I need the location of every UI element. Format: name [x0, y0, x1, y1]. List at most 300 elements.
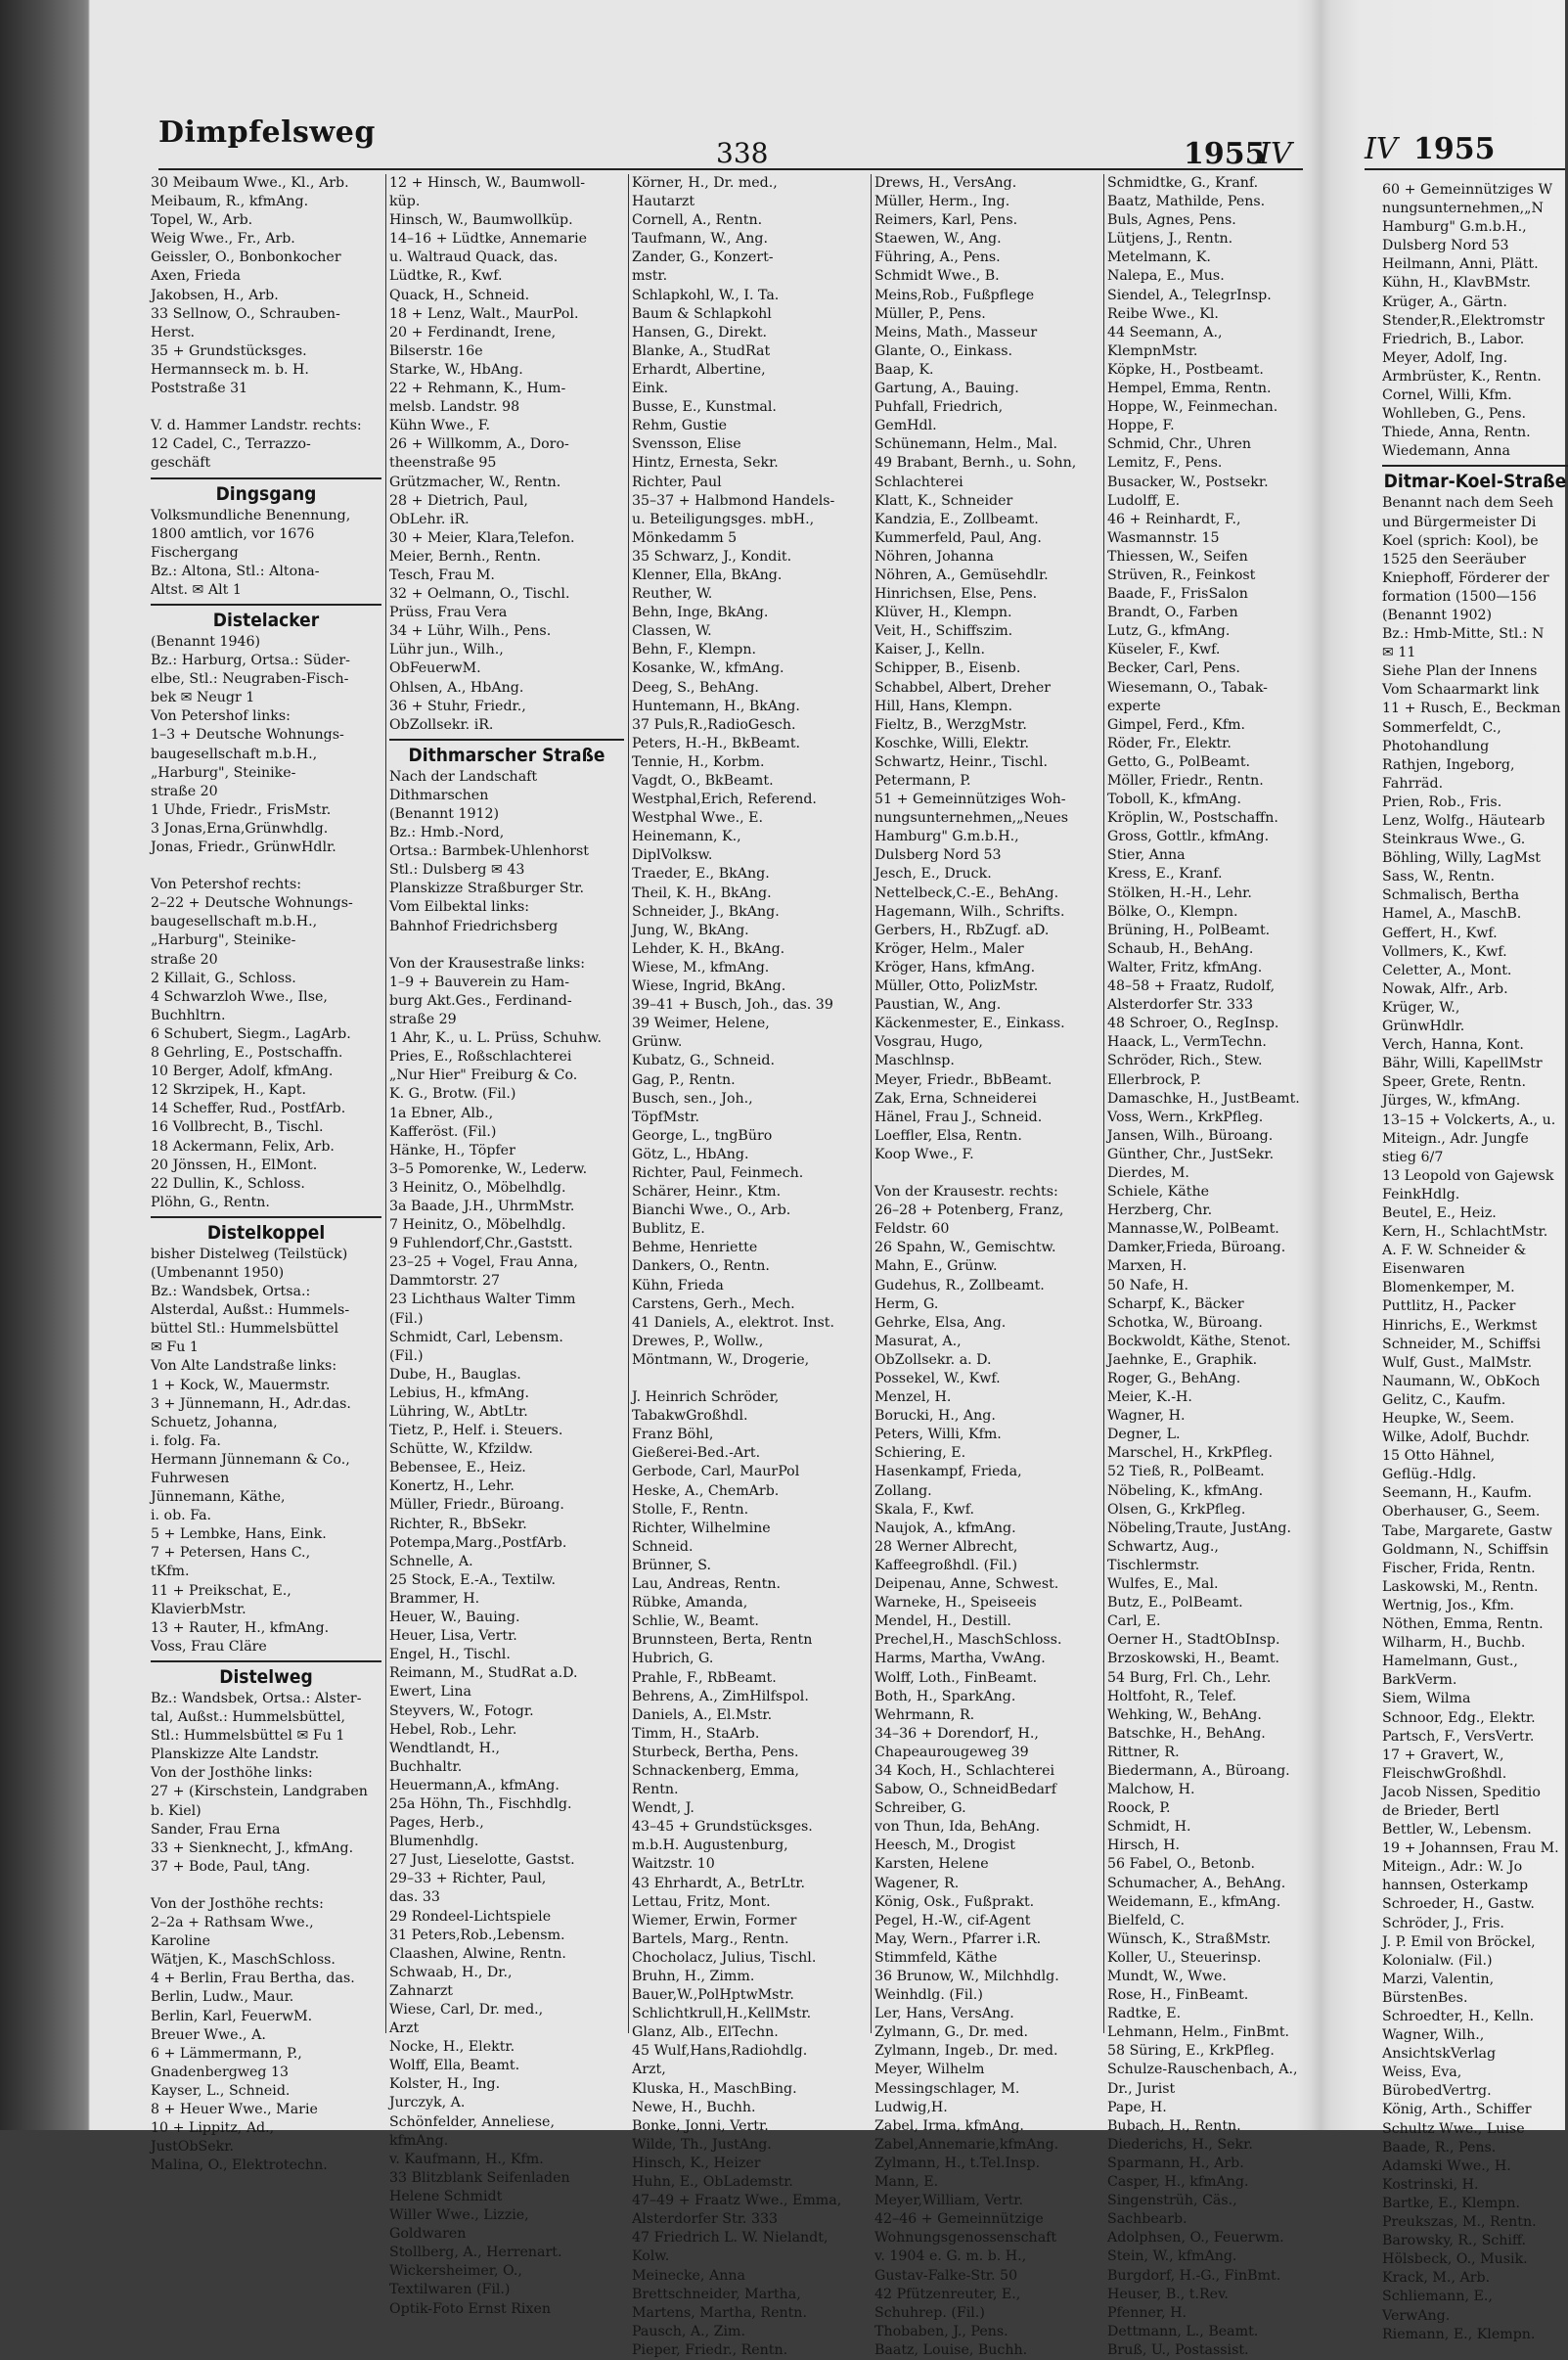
directory-entry: Zylmann, G., Dr. med. [874, 2024, 1029, 2041]
directory-entry: Speer, Grete, Rentn. [1382, 1074, 1527, 1091]
directory-entry: 30 Meibaum Wwe., Kl., Arb. [151, 175, 349, 191]
directory-entry: Cornel, Willi, Kfm. [1382, 387, 1512, 404]
directory-entry: 14 Scheffer, Rud., PostfArb. [151, 1101, 346, 1117]
directory-entry: Bz.: Altona, Stl.: Altona- [151, 563, 320, 579]
directory-entry: Gerbers, H., RbZugf. aD. [874, 922, 1050, 938]
directory-entry: Jansen, Wilh., Büroang. [1107, 1127, 1274, 1144]
directory-entry: Holtfoht, R., Telef. [1107, 1688, 1236, 1704]
directory-entry: 23–25 + Vogel, Frau Anna, [389, 1254, 578, 1271]
directory-entry: Batschke, H., BehAng. [1107, 1725, 1266, 1742]
directory-entry: Wilharm, H., Buchb. [1382, 1635, 1526, 1652]
directory-entry: ObLehr. iR. [389, 511, 470, 527]
directory-entry: Gehrke, Elsa, Ang. [874, 1314, 1007, 1331]
directory-entry: Nowak, Alfr., Arb. [1382, 980, 1508, 997]
directory-entry: Petermann, P. [874, 773, 971, 789]
directory-entry: Lütjens, J., Rentn. [1107, 231, 1233, 248]
directory-entry: Adamski Wwe., H. [1382, 2157, 1511, 2174]
directory-entry: Steyvers, W., Fotogr. [389, 1702, 534, 1719]
directory-entry: Damaschke, H., JustBeamt. [1107, 1090, 1300, 1107]
right-directory-column [1382, 181, 1568, 2344]
directory-entry: Herst. [151, 324, 196, 340]
directory-entry: Wagener, R. [874, 1875, 960, 1891]
directory-entry: Wiese, Carl, Dr. med., [389, 2002, 544, 2018]
directory-entry: Vom Eilbektal links: [389, 899, 530, 916]
directory-entry: Richter, Paul [632, 474, 722, 490]
directory-entry: Wolff, Loth., FinBeamt. [874, 1669, 1038, 1686]
directory-entry: Schlachterei [874, 474, 963, 490]
directory-entry: mstr. [632, 268, 668, 285]
directory-entry: Hamel, A., MaschB. [1382, 906, 1522, 923]
directory-entry: 13 Leopold von Gajewsk [1382, 1167, 1554, 1184]
directory-entry: Heupke, W., Seem. [1382, 1411, 1515, 1427]
directory-entry: Hinrichs, E., Werkmst [1382, 1317, 1538, 1334]
directory-entry: Bebensee, E., Heiz. [389, 1460, 526, 1476]
directory-entry: Stender,R.,Elektromstr [1382, 312, 1545, 329]
directory-entry: Chapeaurougeweg 39 [874, 1744, 1029, 1760]
directory-entry: Scharpf, K., Bäcker [1107, 1295, 1244, 1312]
directory-entry: Bz.: Hmb-Mitte, Stl.: N [1382, 626, 1545, 643]
directory-entry: Textilwaren (Fil.) [389, 2282, 511, 2298]
directory-entry: Sachbearb. [1107, 2211, 1187, 2228]
directory-entry: Wiese, M., kfmAng. [632, 959, 770, 976]
directory-entry: 13–15 + Volckerts, A., u. [1382, 1112, 1556, 1128]
directory-entry: (Fil.) [389, 1347, 424, 1364]
directory-entry: Singenstrüh, Cäs., [1107, 2193, 1237, 2209]
directory-entry: Mundt, W., Wwe. [1107, 1969, 1227, 1984]
directory-entry: TöpfMstr. [632, 1109, 700, 1125]
directory-entry: Franz Böhl, [632, 1427, 714, 1443]
directory-entry: Klenner, Ella, BkAng. [632, 567, 783, 583]
directory-entry: 2–2a + Rathsam Wwe., [151, 1915, 314, 1931]
directory-entry: straße 20 [151, 783, 218, 799]
street-heading: Ditmar-Koel-Straße [1382, 465, 1568, 494]
directory-entry: Wilke, Adolf, Buchdr. [1382, 1430, 1531, 1446]
directory-entry: Müller, Friedr., Büroang. [389, 1497, 564, 1514]
directory-entry: Böhling, Willy, LagMst [1382, 850, 1541, 867]
directory-entry: Alsterdorfer Str. 333 [632, 2211, 779, 2228]
directory-entry: Harms, Martha, VwAng. [874, 1651, 1046, 1667]
directory-entry: Ludolff, E. [1107, 492, 1181, 509]
directory-entry: 29 Rondeel-Lichtspiele [389, 1908, 552, 1925]
directory-entry: GemHdl. [874, 418, 937, 434]
directory-entry: Brettschneider, Martha, [632, 2286, 801, 2302]
directory-entry: Benannt nach dem Seeh [1382, 495, 1554, 512]
directory-entry: Nettelbeck,C.-E., BehAng. [874, 885, 1059, 901]
directory-entry: Skala, F., Kwf. [874, 1501, 974, 1518]
directory-entry: Marzi, Valentin, [1382, 1971, 1495, 1987]
directory-entry: Bölke, O., Klempn. [1107, 903, 1238, 920]
directory-entry: 6 Schubert, Siegm., LagArb. [151, 1025, 351, 1042]
directory-entry: Gimpel, Ferd., Kfm. [1107, 716, 1246, 733]
directory-entry: Alsterdal, Außst.: Hummels- [151, 1302, 350, 1319]
directory-entry: Olsen, G., KrkPfleg. [1107, 1501, 1246, 1518]
directory-entry: Chocholacz, Julius, Tischl. [632, 1949, 817, 1966]
directory-entry: Borucki, H., Ang. [874, 1408, 996, 1425]
directory-entry: Biedermann, A., Büroang. [1107, 1762, 1290, 1779]
directory-entry: 20 + Ferdinandt, Irene, [389, 324, 557, 340]
directory-entry: 32 + Oelmann, O., Tischl. [389, 586, 570, 603]
directory-entry: Cornell, A., Rentn. [632, 212, 763, 229]
directory-entry: Wulfes, E., Mal. [1107, 1576, 1219, 1593]
directory-entry: Photohandlung [1382, 738, 1490, 754]
directory-entry: Meyer, Wilhelm [874, 2062, 985, 2078]
directory-entry: Hamelmann, Gust., [1382, 1654, 1518, 1670]
directory-entry: Fahrräd. [1382, 775, 1444, 792]
directory-entry: (Benannt 1912) [389, 806, 500, 822]
directory-entry: Wohlleben, G., Pens. [1382, 406, 1526, 423]
directory-entry: Von der Josthöhe links: [151, 1765, 313, 1782]
directory-entry: Reibe Wwe., Kl. [1107, 305, 1219, 322]
directory-entry: Dierdes, M. [1107, 1164, 1189, 1181]
directory-entry: Toboll, K., kfmAng. [1107, 792, 1242, 808]
directory-entry: Meibaum, R., kfmAng. [151, 194, 309, 210]
directory-entry: Kaiser, J., Kelln. [874, 642, 985, 658]
directory-entry: Zak, Erna, Schneiderei [874, 1090, 1037, 1107]
directory-entry: 3 + Jünnemann, H., Adr.das. [151, 1395, 351, 1412]
directory-entry: Vollmers, K., Kwf. [1382, 943, 1507, 960]
directory-entry: 41 Daniels, A., elektrot. Inst. [632, 1314, 834, 1331]
directory-entry: Vosgrau, Hugo, [874, 1034, 983, 1051]
directory-entry: 44 Seemann, A., [1107, 324, 1223, 340]
directory-entry: Busch, sen., Joh., [632, 1090, 753, 1107]
directory-entry: Grünw. [632, 1034, 683, 1051]
directory-entry: v. 1904 e. G. m. b. H., [874, 2248, 1027, 2265]
directory-entry: Mönkedamm 5 [632, 529, 738, 546]
directory-entry: Hasenkampf, Frieda, [874, 1464, 1022, 1480]
directory-entry: Planskizze Straßburger Str. [389, 881, 585, 897]
directory-entry: ✉ 11 [1382, 645, 1416, 661]
directory-entry: Gartung, A., Bauing. [874, 381, 1019, 397]
directory-entry: Stollberg, A., Herrenart. [389, 2245, 562, 2261]
directory-entry: Lühr jun., Wilh., [389, 642, 504, 658]
directory-entry: Thiede, Anna, Rentn. [1382, 425, 1531, 441]
directory-entry: 31 Peters,Rob.,Lebensm. [389, 1927, 565, 1943]
directory-entry: 34 Koch, H., Schlachterei [874, 1762, 1055, 1779]
directory-entry: BarkVerm. [1382, 1672, 1457, 1689]
directory-entry: 42–46 + Gemeinnützige [874, 2211, 1044, 2228]
directory-entry: Eisenwaren [1382, 1261, 1465, 1278]
directory-entry: Heuser, B., t.Rev. [1107, 2286, 1229, 2302]
directory-entry: Von Petershof rechts: [151, 877, 302, 893]
directory-entry: Meins, Math., Masseur [874, 324, 1038, 340]
directory-entry: Jonas, Friedr., GrünwHdlr. [151, 840, 336, 855]
directory-entry: melsb. Landstr. 98 [389, 399, 520, 416]
directory-entry: Meinecke, Anna [632, 2267, 745, 2284]
directory-entry: Koller, U., Steuerinsp. [1107, 1949, 1262, 1966]
directory-entry: Thiessen, W., Seifen [1107, 548, 1248, 565]
street-heading: Dithmarscher Straße [389, 739, 624, 768]
directory-entry: 22 + Rehmann, K., Hum- [389, 381, 566, 397]
directory-entry: Zollang. [874, 1482, 932, 1499]
directory-entry: Dettmann, L., Beamt. [1107, 2323, 1259, 2339]
directory-entry: Helene Schmidt [389, 2188, 503, 2204]
directory-entry: Hoppe, W., Feinmechan. [1107, 399, 1278, 416]
directory-entry: Huntemann, H., BkAng. [632, 698, 800, 714]
directory-entry: Schneid. [632, 1538, 694, 1555]
directory-entry: Bubach, H., Rentn. [1107, 2117, 1241, 2134]
directory-entry: Kandzia, E., Zollbeamt. [874, 511, 1039, 527]
directory-entry: Jünnemann, Käthe, [151, 1489, 286, 1506]
directory-entry: Müller, Otto, PolizMstr. [874, 978, 1039, 995]
directory-column-5 [1107, 174, 1308, 2358]
directory-entry: Koel (sprich: Kool), be [1382, 532, 1539, 549]
column-divider [1103, 174, 1104, 2033]
directory-entry: Stimmfeld, Käthe [874, 1949, 998, 1966]
directory-entry: Messingschlager, M. [874, 2080, 1020, 2097]
directory-entry: Weig Wwe., Fr., Arb. [151, 231, 295, 248]
directory-entry: Von Petershof links: [151, 708, 291, 725]
directory-entry: Weiss, Eva, [1382, 2065, 1462, 2081]
directory-entry: Menzel, H. [874, 1389, 952, 1406]
directory-entry: A. F. W. Schneider & [1382, 1243, 1527, 1259]
directory-entry: m.b.H. Augustenburg, [632, 1838, 788, 1854]
directory-entry: nungsunternehmen,„Neues [874, 810, 1069, 827]
directory-entry: Kröger, Helm., Maler [874, 940, 1024, 957]
directory-entry: Baap, K. [874, 361, 934, 378]
directory-entry: Schünemann, Helm., Mal. [874, 436, 1058, 453]
directory-entry: Dulsberg Nord 53 [1382, 238, 1509, 254]
directory-entry: Jacob Nissen, Speditio [1382, 1784, 1541, 1800]
directory-entry: Reimers, Karl, Pens. [874, 212, 1018, 229]
directory-entry: nungsunternehmen,„N [1382, 201, 1544, 217]
directory-entry: 10 Berger, Adolf, kfmAng. [151, 1064, 334, 1080]
directory-entry: (Umbenannt 1950) [151, 1264, 285, 1281]
directory-entry: Jesch, E., Druck. [874, 866, 992, 883]
spacer [151, 398, 381, 417]
directory-entry: Gerbode, Carl, MaurPol [632, 1464, 800, 1480]
directory-entry: 25a Höhn, Th., Fischhdlg. [389, 1795, 572, 1812]
directory-entry: Erhardt, Albertine, [632, 361, 766, 378]
directory-entry: Thobaben, J., Pens. [874, 2323, 1008, 2339]
directory-entry: Mannasse,W., PolBeamt. [1107, 1221, 1279, 1238]
directory-entry: Buls, Agnes, Pens. [1107, 212, 1236, 229]
directory-entry: Jaehnke, E., Graphik. [1107, 1351, 1258, 1368]
directory-entry: Degner, L. [1107, 1427, 1181, 1443]
directory-entry: Richter, R., BbSekr. [389, 1516, 527, 1532]
directory-entry: elbe, Stl.: Neugraben-Fisch- [151, 671, 349, 688]
directory-entry: Miteign., Adr.: W. Jo [1382, 1859, 1523, 1876]
directory-entry: Schröder, Rich., Stew. [1107, 1053, 1263, 1069]
directory-entry: Pegel, H.-W., cif-Agent [874, 1912, 1031, 1929]
directory-entry: 12 Cadel, C., Terrazzo- [151, 436, 311, 453]
directory-entry: Tesch, Frau M. [389, 567, 495, 583]
directory-entry: Schnoor, Edg., Elektr. [1382, 1709, 1536, 1726]
directory-entry: (Benannt 1946) [151, 633, 261, 650]
directory-entry: Karsten, Helene [874, 1856, 989, 1873]
directory-entry: Wehrmann, R. [874, 1706, 975, 1723]
directory-entry: 16 Vollbrecht, B., Tischl. [151, 1119, 324, 1136]
directory-entry: Becker, Carl, Pens. [1107, 660, 1240, 677]
directory-entry: Miteign., Adr. Jungfe [1382, 1130, 1529, 1147]
directory-entry: Breuer Wwe., A. [151, 2026, 266, 2043]
directory-entry: 43–45 + Grundstücksges. [632, 1819, 813, 1836]
directory-entry: Günther, Chr., JustSekr. [1107, 1146, 1275, 1162]
directory-entry: Stölken, H.-H., Lehr. [1107, 885, 1252, 901]
directory-entry: GrünwHdlr. [1382, 1019, 1465, 1035]
directory-entry: Blomenkemper, M. [1382, 1280, 1515, 1296]
right-header-part: IV [1365, 132, 1398, 166]
directory-entry: Glanz, Alb., ElTechn. [632, 2024, 779, 2041]
directory-entry: das. 33 [389, 1889, 440, 1906]
directory-entry: Brammer, H. [389, 1590, 480, 1607]
directory-entry: Herzberg, Chr. [1107, 1203, 1213, 1219]
directory-entry: Klatt, K., Schneider [874, 492, 1013, 509]
directory-entry: Hirsch, H. [1107, 1838, 1180, 1854]
directory-entry: Zylmann, H., t.Tel.Insp. [874, 2155, 1041, 2171]
spacer [389, 936, 624, 955]
directory-entry: 36 Brunow, W., Milchhdlg. [874, 1969, 1059, 1984]
directory-entry: Schiele, Käthe [1107, 1184, 1209, 1201]
directory-entry: 1a Ebner, Alb., [389, 1105, 494, 1121]
directory-entry: Lehmann, Helm., FinBmt. [1107, 2024, 1290, 2041]
directory-entry: Schwartz, Heinr., Tischl. [874, 753, 1048, 770]
directory-entry: Westphal,Erich, Referend. [632, 792, 817, 808]
directory-entry: büttel Stl.: Hummelsbüttel [151, 1321, 339, 1338]
directory-entry: Willer Wwe., Lizzie, [389, 2207, 529, 2224]
directory-entry: 60 + Gemeinnütziges W [1382, 182, 1553, 198]
directory-entry: Sass, W., Rentn. [1382, 869, 1495, 885]
directory-entry: TabakwGroßhdl. [632, 1408, 748, 1425]
directory-entry: 33 Sellnow, O., Schrauben- [151, 305, 340, 322]
directory-entry: Radtke, E. [1107, 2006, 1182, 2022]
directory-entry: Behrens, A., ZimHilfspol. [632, 1688, 809, 1704]
directory-entry: Sabow, O., SchneidBedarf [874, 1782, 1056, 1798]
directory-entry: Heinemann, K., [632, 829, 741, 845]
directory-entry: Schreiber, G. [874, 1800, 966, 1817]
directory-entry: 28 Werner Albrecht, [874, 1538, 1018, 1555]
directory-entry: Schumacher, A., BehAng. [1107, 1875, 1286, 1891]
directory-entry: Drewes, P., Wollw., [632, 1333, 764, 1349]
directory-entry: Bielfeld, C. [1107, 1912, 1186, 1929]
directory-entry: Prien, Rob., Fris. [1382, 794, 1502, 810]
directory-entry: Schuhrep. (Fil.) [874, 2304, 985, 2321]
directory-entry: Käckenmester, E., Einkass. [874, 1016, 1065, 1032]
directory-column-3 [632, 174, 867, 2358]
directory-entry: Schliemann, E., [1382, 2289, 1493, 2305]
directory-entry: 27 Just, Lieselotte, Gastst. [389, 1852, 575, 1869]
directory-entry: 12 + Hinsch, W., Baumwoll- [389, 175, 586, 191]
directory-entry: Wendt, J. [632, 1800, 694, 1817]
directory-entry: Partsch, F., VersVertr. [1382, 1728, 1535, 1745]
directory-entry: Classen, W. [632, 623, 712, 640]
directory-entry: FleischwGroßhdl. [1382, 1765, 1507, 1782]
directory-entry: Zabel,Annemarie,kfmAng. [874, 2136, 1059, 2153]
directory-entry: Müller, Herm., Ing. [874, 194, 1010, 210]
directory-entry: Ohlsen, A., HbAng. [389, 679, 524, 696]
directory-entry: bek ✉ Neugr 1 [151, 690, 255, 706]
directory-entry: Hölsbeck, O., Musik. [1382, 2251, 1528, 2268]
directory-entry: Meyer, Friedr., BbBeamt. [874, 1071, 1053, 1088]
directory-entry: Lutz, G., kfmAng. [1107, 623, 1231, 640]
directory-entry: Deeg, S., BehAng. [632, 679, 759, 696]
directory-entry: 6 + Lämmermann, P., [151, 2045, 302, 2062]
directory-entry: Kress, E., Kranf. [1107, 866, 1223, 883]
directory-entry: Stolle, F., Rentn. [632, 1501, 749, 1518]
directory-entry: Wulf, Gust., MalMstr. [1382, 1354, 1533, 1371]
directory-entry: 25 Stock, E.-A., Textilw. [389, 1571, 557, 1588]
directory-entry: Ler, Hans, VersAng. [874, 2006, 1014, 2022]
directory-entry: Schuetz, Johanna, [151, 1414, 278, 1430]
directory-entry: Glante, O., Einkass. [874, 342, 1013, 359]
running-header-street: Dimpfelsweg [158, 115, 376, 150]
directory-entry: 35 + Grundstücksges. [151, 342, 307, 359]
directory-entry: Kaffeegroßhdl. (Fil.) [874, 1557, 1018, 1573]
directory-entry: Plöhn, G., Rentn. [151, 1194, 270, 1210]
directory-entry: Bartke, E., Klempn. [1382, 2195, 1520, 2211]
directory-entry: Adolphsen, O., Feuerwm. [1107, 2230, 1284, 2247]
directory-entry: Berlin, Ludw., Maur. [151, 1989, 294, 2006]
directory-entry: Puhfall, Friedrich, [874, 399, 1004, 416]
directory-entry: Getto, G., PolBeamt. [1107, 753, 1251, 770]
directory-entry: 8 Gehrling, E., Postschaffn. [151, 1045, 343, 1062]
directory-entry: Wiedemann, Anna [1382, 443, 1510, 460]
directory-entry: 9 Fuhlendorf,Chr.,Gaststt. [389, 1236, 573, 1252]
directory-entry: 46 + Reinhardt, F., [1107, 511, 1241, 527]
directory-entry: Kostrinski, H. [1382, 2176, 1479, 2193]
directory-entry: Stl.: Dulsberg ✉ 43 [389, 862, 525, 879]
directory-entry: Gudehus, R., Zollbeamt. [874, 1277, 1045, 1293]
directory-entry: Buchhaltr. [389, 1758, 463, 1775]
directory-entry: Zylmann, Ingeb., Dr. med. [874, 2043, 1058, 2060]
directory-entry: Schipper, B., Eisenb. [874, 660, 1021, 677]
directory-entry: (Benannt 1902) [1382, 607, 1493, 623]
spacer [874, 1164, 1099, 1183]
directory-entry: i. ob. Fa. [151, 1508, 212, 1524]
directory-entry: Hamburg" G.m.b.H., [1382, 219, 1527, 236]
directory-entry: stieg 6/7 [1382, 1149, 1444, 1165]
directory-entry: kfmAng. [389, 2132, 449, 2149]
directory-entry: Schlie, W., Beamt. [632, 1613, 759, 1630]
directory-entry: Baade, R., Pens. [1382, 2139, 1497, 2156]
directory-entry: 28 + Dietrich, Paul, [389, 492, 528, 509]
directory-entry: 13 + Rauter, H., kfmAng. [151, 1619, 330, 1636]
directory-entry: Naumann, W., ObKoch [1382, 1373, 1541, 1389]
directory-entry: Schmid, Chr., Uhren [1107, 436, 1252, 453]
directory-entry: Friedrich, B., Labor. [1382, 331, 1525, 347]
directory-entry: Brandt, O., Farben [1107, 605, 1238, 621]
directory-entry: Hoppe, F. [1107, 418, 1175, 434]
directory-entry: Bähr, Willi, KapellMstr [1382, 1056, 1543, 1072]
directory-entry: Wiemer, Erwin, Former [632, 1912, 797, 1929]
directory-entry: Goldmann, N., Schiffsin [1382, 1541, 1549, 1558]
directory-entry: Kühn Wwe., F. [389, 418, 491, 434]
directory-entry: b. Kiel) [151, 1802, 202, 1819]
directory-entry: AnsichtskVerlag [1382, 2046, 1497, 2063]
directory-entry: Kröplin, W., Postschaffn. [1107, 810, 1278, 827]
directory-entry: Potempa,Marg.,PostfArb. [389, 1534, 567, 1551]
directory-entry: Schneider, J., BkAng. [632, 903, 780, 920]
directory-entry: Kolster, H., Ing. [389, 2076, 501, 2093]
directory-entry: Zander, G., Konzert- [632, 250, 774, 266]
directory-entry: Ewert, Lina [389, 1684, 471, 1701]
directory-entry: Verch, Hanna, Kont. [1382, 1037, 1524, 1054]
directory-entry: Carl, E. [1107, 1613, 1161, 1630]
directory-entry: Puttlitz, H., Packer [1382, 1298, 1516, 1315]
directory-entry: Pfenner, H. [1107, 2304, 1187, 2321]
directory-entry: Schulze-Rauschenbach, A., [1107, 2062, 1298, 2078]
directory-entry: Dube, H., Bauglas. [389, 1366, 521, 1383]
directory-entry: küp. [389, 194, 421, 210]
directory-entry: Lau, Andreas, Rentn. [632, 1576, 782, 1593]
directory-entry: Weinhdlg. (Fil.) [874, 1987, 983, 2004]
directory-entry: Kluska, H., MaschBing. [632, 2080, 797, 2097]
directory-entry: ObZollsekr. iR. [389, 716, 494, 733]
directory-entry: Möntmann, W., Drogerie, [632, 1351, 810, 1368]
directory-entry: Schwaab, H., Dr., [389, 1964, 513, 1980]
directory-entry: Köpke, H., Postbeamt. [1107, 361, 1264, 378]
directory-entry: baugesellschaft m.b.H., [151, 914, 318, 930]
directory-entry: ✉ Fu 1 [151, 1339, 199, 1356]
